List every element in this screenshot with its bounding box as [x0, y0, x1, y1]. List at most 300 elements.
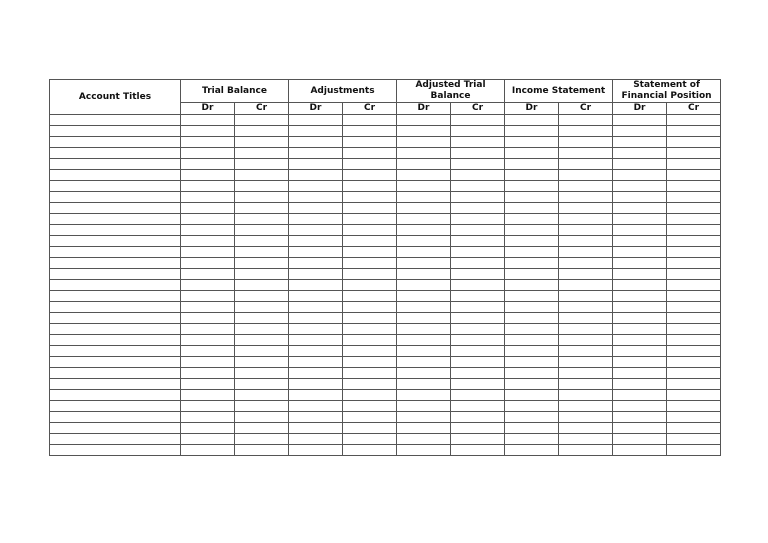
amount-cell[interactable]: [559, 335, 613, 346]
amount-cell[interactable]: [451, 115, 505, 126]
amount-cell[interactable]: [667, 445, 721, 456]
amount-cell[interactable]: [451, 335, 505, 346]
amount-cell[interactable]: [181, 137, 235, 148]
amount-cell[interactable]: [343, 280, 397, 291]
amount-cell[interactable]: [289, 379, 343, 390]
amount-cell[interactable]: [289, 269, 343, 280]
amount-cell[interactable]: [451, 159, 505, 170]
amount-cell[interactable]: [451, 379, 505, 390]
amount-cell[interactable]: [289, 368, 343, 379]
amount-cell[interactable]: [613, 390, 667, 401]
amount-cell[interactable]: [343, 434, 397, 445]
amount-cell[interactable]: [397, 423, 451, 434]
amount-cell[interactable]: [559, 291, 613, 302]
amount-cell[interactable]: [451, 181, 505, 192]
amount-cell[interactable]: [613, 291, 667, 302]
amount-cell[interactable]: [235, 324, 289, 335]
amount-cell[interactable]: [181, 170, 235, 181]
amount-cell[interactable]: [505, 258, 559, 269]
amount-cell[interactable]: [667, 291, 721, 302]
amount-cell[interactable]: [289, 148, 343, 159]
amount-cell[interactable]: [613, 313, 667, 324]
amount-cell[interactable]: [235, 170, 289, 181]
amount-cell[interactable]: [451, 236, 505, 247]
amount-cell[interactable]: [289, 203, 343, 214]
amount-cell[interactable]: [343, 445, 397, 456]
account-title-cell[interactable]: [50, 148, 181, 159]
amount-cell[interactable]: [397, 280, 451, 291]
amount-cell[interactable]: [667, 170, 721, 181]
amount-cell[interactable]: [667, 401, 721, 412]
amount-cell[interactable]: [343, 203, 397, 214]
amount-cell[interactable]: [289, 291, 343, 302]
amount-cell[interactable]: [667, 115, 721, 126]
amount-cell[interactable]: [667, 390, 721, 401]
amount-cell[interactable]: [559, 170, 613, 181]
account-title-cell[interactable]: [50, 445, 181, 456]
amount-cell[interactable]: [181, 214, 235, 225]
amount-cell[interactable]: [505, 379, 559, 390]
amount-cell[interactable]: [613, 412, 667, 423]
amount-cell[interactable]: [181, 236, 235, 247]
amount-cell[interactable]: [397, 225, 451, 236]
amount-cell[interactable]: [397, 412, 451, 423]
amount-cell[interactable]: [343, 324, 397, 335]
amount-cell[interactable]: [559, 423, 613, 434]
amount-cell[interactable]: [505, 148, 559, 159]
account-title-cell[interactable]: [50, 280, 181, 291]
amount-cell[interactable]: [235, 137, 289, 148]
amount-cell[interactable]: [667, 379, 721, 390]
amount-cell[interactable]: [667, 148, 721, 159]
amount-cell[interactable]: [613, 445, 667, 456]
account-title-cell[interactable]: [50, 368, 181, 379]
account-title-cell[interactable]: [50, 181, 181, 192]
account-title-cell[interactable]: [50, 313, 181, 324]
amount-cell[interactable]: [235, 379, 289, 390]
amount-cell[interactable]: [505, 280, 559, 291]
amount-cell[interactable]: [451, 126, 505, 137]
amount-cell[interactable]: [397, 324, 451, 335]
account-title-cell[interactable]: [50, 291, 181, 302]
amount-cell[interactable]: [505, 445, 559, 456]
amount-cell[interactable]: [235, 291, 289, 302]
amount-cell[interactable]: [343, 159, 397, 170]
amount-cell[interactable]: [235, 412, 289, 423]
amount-cell[interactable]: [451, 357, 505, 368]
amount-cell[interactable]: [289, 346, 343, 357]
amount-cell[interactable]: [559, 324, 613, 335]
amount-cell[interactable]: [505, 401, 559, 412]
amount-cell[interactable]: [505, 269, 559, 280]
amount-cell[interactable]: [343, 379, 397, 390]
amount-cell[interactable]: [343, 247, 397, 258]
account-title-cell[interactable]: [50, 434, 181, 445]
amount-cell[interactable]: [505, 412, 559, 423]
amount-cell[interactable]: [451, 214, 505, 225]
amount-cell[interactable]: [451, 203, 505, 214]
amount-cell[interactable]: [181, 269, 235, 280]
amount-cell[interactable]: [667, 412, 721, 423]
amount-cell[interactable]: [181, 225, 235, 236]
amount-cell[interactable]: [397, 379, 451, 390]
amount-cell[interactable]: [613, 203, 667, 214]
amount-cell[interactable]: [613, 346, 667, 357]
amount-cell[interactable]: [397, 357, 451, 368]
amount-cell[interactable]: [559, 434, 613, 445]
amount-cell[interactable]: [397, 302, 451, 313]
amount-cell[interactable]: [343, 368, 397, 379]
amount-cell[interactable]: [235, 357, 289, 368]
account-title-cell[interactable]: [50, 324, 181, 335]
amount-cell[interactable]: [667, 280, 721, 291]
amount-cell[interactable]: [343, 214, 397, 225]
amount-cell[interactable]: [667, 137, 721, 148]
amount-cell[interactable]: [343, 192, 397, 203]
amount-cell[interactable]: [613, 401, 667, 412]
amount-cell[interactable]: [451, 225, 505, 236]
amount-cell[interactable]: [181, 203, 235, 214]
amount-cell[interactable]: [235, 313, 289, 324]
amount-cell[interactable]: [397, 148, 451, 159]
account-title-cell[interactable]: [50, 225, 181, 236]
amount-cell[interactable]: [559, 214, 613, 225]
amount-cell[interactable]: [181, 280, 235, 291]
amount-cell[interactable]: [397, 258, 451, 269]
amount-cell[interactable]: [343, 302, 397, 313]
amount-cell[interactable]: [559, 126, 613, 137]
amount-cell[interactable]: [613, 214, 667, 225]
amount-cell[interactable]: [181, 423, 235, 434]
amount-cell[interactable]: [289, 412, 343, 423]
amount-cell[interactable]: [451, 390, 505, 401]
account-title-cell[interactable]: [50, 236, 181, 247]
amount-cell[interactable]: [397, 434, 451, 445]
amount-cell[interactable]: [559, 269, 613, 280]
amount-cell[interactable]: [181, 148, 235, 159]
amount-cell[interactable]: [667, 247, 721, 258]
account-title-cell[interactable]: [50, 137, 181, 148]
amount-cell[interactable]: [613, 192, 667, 203]
amount-cell[interactable]: [505, 247, 559, 258]
amount-cell[interactable]: [613, 357, 667, 368]
amount-cell[interactable]: [235, 368, 289, 379]
amount-cell[interactable]: [613, 302, 667, 313]
amount-cell[interactable]: [235, 434, 289, 445]
amount-cell[interactable]: [181, 390, 235, 401]
amount-cell[interactable]: [559, 390, 613, 401]
account-title-cell[interactable]: [50, 335, 181, 346]
amount-cell[interactable]: [397, 170, 451, 181]
amount-cell[interactable]: [397, 192, 451, 203]
amount-cell[interactable]: [289, 445, 343, 456]
amount-cell[interactable]: [235, 247, 289, 258]
amount-cell[interactable]: [181, 291, 235, 302]
amount-cell[interactable]: [235, 269, 289, 280]
amount-cell[interactable]: [613, 368, 667, 379]
amount-cell[interactable]: [289, 192, 343, 203]
amount-cell[interactable]: [613, 269, 667, 280]
amount-cell[interactable]: [235, 445, 289, 456]
amount-cell[interactable]: [505, 324, 559, 335]
amount-cell[interactable]: [505, 390, 559, 401]
amount-cell[interactable]: [181, 159, 235, 170]
amount-cell[interactable]: [559, 159, 613, 170]
amount-cell[interactable]: [289, 247, 343, 258]
amount-cell[interactable]: [613, 247, 667, 258]
amount-cell[interactable]: [289, 181, 343, 192]
account-title-cell[interactable]: [50, 412, 181, 423]
amount-cell[interactable]: [451, 170, 505, 181]
amount-cell[interactable]: [343, 126, 397, 137]
amount-cell[interactable]: [235, 236, 289, 247]
amount-cell[interactable]: [559, 357, 613, 368]
amount-cell[interactable]: [505, 225, 559, 236]
amount-cell[interactable]: [235, 280, 289, 291]
amount-cell[interactable]: [505, 368, 559, 379]
amount-cell[interactable]: [667, 368, 721, 379]
amount-cell[interactable]: [667, 192, 721, 203]
amount-cell[interactable]: [667, 346, 721, 357]
amount-cell[interactable]: [451, 368, 505, 379]
amount-cell[interactable]: [451, 412, 505, 423]
amount-cell[interactable]: [613, 148, 667, 159]
amount-cell[interactable]: [397, 445, 451, 456]
amount-cell[interactable]: [451, 324, 505, 335]
amount-cell[interactable]: [289, 236, 343, 247]
account-title-cell[interactable]: [50, 126, 181, 137]
account-title-cell[interactable]: [50, 302, 181, 313]
amount-cell[interactable]: [451, 302, 505, 313]
amount-cell[interactable]: [667, 126, 721, 137]
amount-cell[interactable]: [343, 225, 397, 236]
amount-cell[interactable]: [289, 313, 343, 324]
amount-cell[interactable]: [451, 247, 505, 258]
amount-cell[interactable]: [613, 159, 667, 170]
amount-cell[interactable]: [181, 302, 235, 313]
amount-cell[interactable]: [667, 159, 721, 170]
amount-cell[interactable]: [451, 401, 505, 412]
amount-cell[interactable]: [181, 247, 235, 258]
amount-cell[interactable]: [397, 269, 451, 280]
amount-cell[interactable]: [667, 214, 721, 225]
amount-cell[interactable]: [235, 346, 289, 357]
amount-cell[interactable]: [505, 203, 559, 214]
amount-cell[interactable]: [397, 203, 451, 214]
amount-cell[interactable]: [343, 335, 397, 346]
amount-cell[interactable]: [235, 302, 289, 313]
account-title-cell[interactable]: [50, 269, 181, 280]
amount-cell[interactable]: [181, 258, 235, 269]
amount-cell[interactable]: [343, 291, 397, 302]
amount-cell[interactable]: [397, 137, 451, 148]
amount-cell[interactable]: [667, 269, 721, 280]
amount-cell[interactable]: [667, 324, 721, 335]
amount-cell[interactable]: [343, 313, 397, 324]
amount-cell[interactable]: [613, 181, 667, 192]
amount-cell[interactable]: [397, 401, 451, 412]
amount-cell[interactable]: [397, 214, 451, 225]
account-title-cell[interactable]: [50, 203, 181, 214]
amount-cell[interactable]: [559, 302, 613, 313]
amount-cell[interactable]: [559, 280, 613, 291]
account-title-cell[interactable]: [50, 423, 181, 434]
amount-cell[interactable]: [343, 412, 397, 423]
amount-cell[interactable]: [343, 236, 397, 247]
amount-cell[interactable]: [613, 423, 667, 434]
amount-cell[interactable]: [289, 423, 343, 434]
amount-cell[interactable]: [235, 159, 289, 170]
amount-cell[interactable]: [235, 214, 289, 225]
account-title-cell[interactable]: [50, 379, 181, 390]
amount-cell[interactable]: [181, 126, 235, 137]
amount-cell[interactable]: [613, 126, 667, 137]
amount-cell[interactable]: [451, 445, 505, 456]
amount-cell[interactable]: [613, 115, 667, 126]
account-title-cell[interactable]: [50, 258, 181, 269]
amount-cell[interactable]: [343, 423, 397, 434]
account-title-cell[interactable]: [50, 357, 181, 368]
amount-cell[interactable]: [397, 159, 451, 170]
amount-cell[interactable]: [505, 434, 559, 445]
amount-cell[interactable]: [289, 225, 343, 236]
amount-cell[interactable]: [613, 379, 667, 390]
amount-cell[interactable]: [343, 137, 397, 148]
amount-cell[interactable]: [505, 236, 559, 247]
amount-cell[interactable]: [505, 335, 559, 346]
amount-cell[interactable]: [505, 170, 559, 181]
amount-cell[interactable]: [181, 357, 235, 368]
amount-cell[interactable]: [451, 148, 505, 159]
amount-cell[interactable]: [505, 291, 559, 302]
amount-cell[interactable]: [451, 280, 505, 291]
amount-cell[interactable]: [667, 181, 721, 192]
amount-cell[interactable]: [505, 126, 559, 137]
amount-cell[interactable]: [397, 313, 451, 324]
amount-cell[interactable]: [343, 346, 397, 357]
amount-cell[interactable]: [559, 115, 613, 126]
amount-cell[interactable]: [613, 335, 667, 346]
amount-cell[interactable]: [559, 137, 613, 148]
amount-cell[interactable]: [397, 126, 451, 137]
account-title-cell[interactable]: [50, 247, 181, 258]
amount-cell[interactable]: [181, 192, 235, 203]
amount-cell[interactable]: [451, 137, 505, 148]
amount-cell[interactable]: [667, 313, 721, 324]
account-title-cell[interactable]: [50, 192, 181, 203]
amount-cell[interactable]: [397, 346, 451, 357]
amount-cell[interactable]: [505, 214, 559, 225]
account-title-cell[interactable]: [50, 159, 181, 170]
account-title-cell[interactable]: [50, 390, 181, 401]
amount-cell[interactable]: [667, 203, 721, 214]
amount-cell[interactable]: [235, 115, 289, 126]
amount-cell[interactable]: [613, 225, 667, 236]
amount-cell[interactable]: [559, 192, 613, 203]
amount-cell[interactable]: [235, 203, 289, 214]
amount-cell[interactable]: [235, 126, 289, 137]
amount-cell[interactable]: [235, 258, 289, 269]
amount-cell[interactable]: [451, 434, 505, 445]
amount-cell[interactable]: [289, 390, 343, 401]
amount-cell[interactable]: [559, 236, 613, 247]
amount-cell[interactable]: [181, 346, 235, 357]
amount-cell[interactable]: [181, 335, 235, 346]
amount-cell[interactable]: [235, 401, 289, 412]
amount-cell[interactable]: [505, 115, 559, 126]
amount-cell[interactable]: [505, 181, 559, 192]
amount-cell[interactable]: [559, 258, 613, 269]
amount-cell[interactable]: [343, 401, 397, 412]
account-title-cell[interactable]: [50, 346, 181, 357]
amount-cell[interactable]: [451, 269, 505, 280]
amount-cell[interactable]: [397, 390, 451, 401]
amount-cell[interactable]: [559, 379, 613, 390]
amount-cell[interactable]: [181, 324, 235, 335]
amount-cell[interactable]: [613, 170, 667, 181]
amount-cell[interactable]: [235, 390, 289, 401]
amount-cell[interactable]: [289, 401, 343, 412]
amount-cell[interactable]: [667, 225, 721, 236]
amount-cell[interactable]: [289, 170, 343, 181]
amount-cell[interactable]: [505, 137, 559, 148]
amount-cell[interactable]: [451, 423, 505, 434]
amount-cell[interactable]: [667, 302, 721, 313]
amount-cell[interactable]: [235, 225, 289, 236]
amount-cell[interactable]: [289, 324, 343, 335]
amount-cell[interactable]: [613, 434, 667, 445]
amount-cell[interactable]: [289, 335, 343, 346]
amount-cell[interactable]: [505, 423, 559, 434]
amount-cell[interactable]: [505, 302, 559, 313]
amount-cell[interactable]: [181, 379, 235, 390]
amount-cell[interactable]: [667, 357, 721, 368]
amount-cell[interactable]: [289, 302, 343, 313]
account-title-cell[interactable]: [50, 115, 181, 126]
amount-cell[interactable]: [397, 115, 451, 126]
amount-cell[interactable]: [559, 203, 613, 214]
amount-cell[interactable]: [181, 412, 235, 423]
amount-cell[interactable]: [235, 148, 289, 159]
amount-cell[interactable]: [343, 258, 397, 269]
amount-cell[interactable]: [397, 181, 451, 192]
amount-cell[interactable]: [181, 434, 235, 445]
amount-cell[interactable]: [559, 346, 613, 357]
amount-cell[interactable]: [613, 324, 667, 335]
amount-cell[interactable]: [289, 214, 343, 225]
amount-cell[interactable]: [613, 137, 667, 148]
amount-cell[interactable]: [667, 335, 721, 346]
amount-cell[interactable]: [181, 401, 235, 412]
amount-cell[interactable]: [343, 181, 397, 192]
amount-cell[interactable]: [235, 181, 289, 192]
amount-cell[interactable]: [451, 258, 505, 269]
amount-cell[interactable]: [505, 357, 559, 368]
amount-cell[interactable]: [343, 269, 397, 280]
amount-cell[interactable]: [505, 159, 559, 170]
amount-cell[interactable]: [289, 115, 343, 126]
amount-cell[interactable]: [559, 247, 613, 258]
amount-cell[interactable]: [667, 423, 721, 434]
amount-cell[interactable]: [667, 258, 721, 269]
amount-cell[interactable]: [559, 368, 613, 379]
account-title-cell[interactable]: [50, 170, 181, 181]
amount-cell[interactable]: [397, 368, 451, 379]
amount-cell[interactable]: [451, 192, 505, 203]
amount-cell[interactable]: [451, 346, 505, 357]
amount-cell[interactable]: [451, 291, 505, 302]
amount-cell[interactable]: [397, 247, 451, 258]
